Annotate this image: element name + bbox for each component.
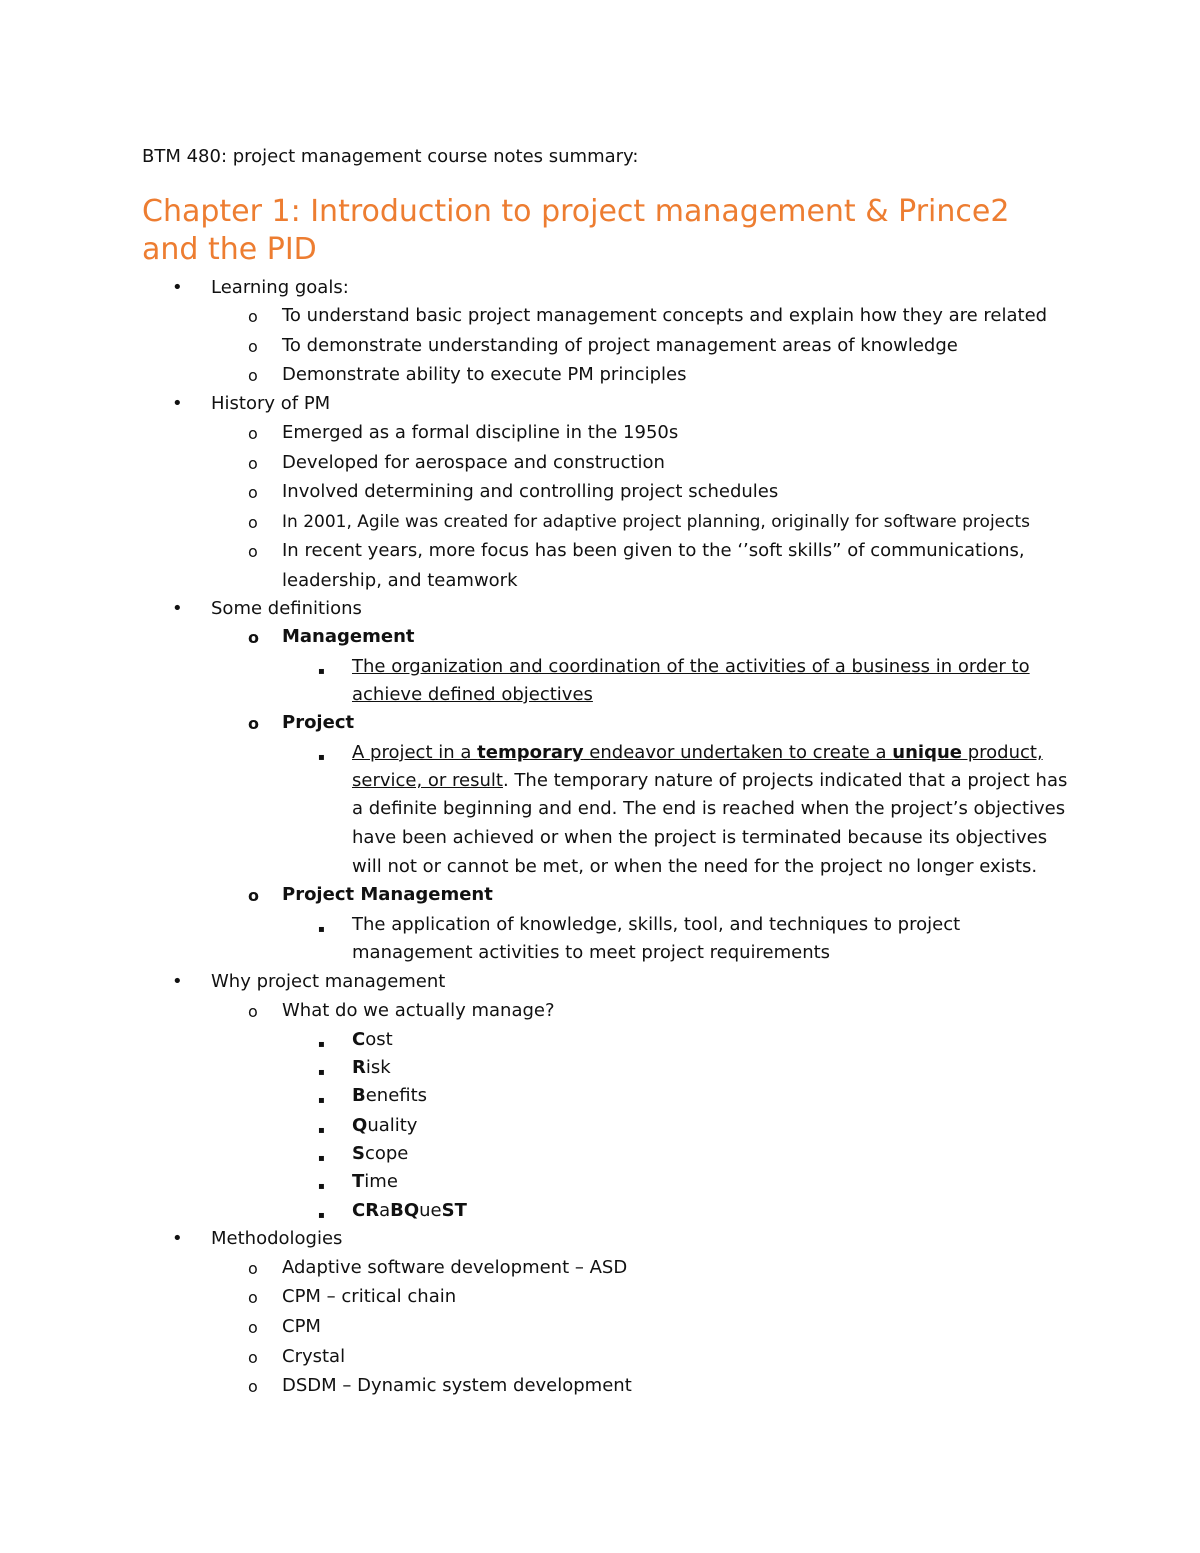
sub-bullet-icon: o	[248, 714, 259, 733]
chapter-heading-line-1: Chapter 1: Introduction to project management & Prince2	[142, 194, 1010, 229]
square-bullet-icon: ▪	[318, 1125, 325, 1136]
item-initial: T	[352, 1171, 365, 1192]
list-item: Emerged as a formal discipline in the 1950s	[282, 422, 679, 443]
sub-bullet-icon: o	[248, 1348, 258, 1367]
term-project: Project	[282, 712, 355, 733]
square-bullet-icon: ▪	[318, 1210, 325, 1221]
sub-bullet-icon: o	[248, 628, 259, 647]
square-bullet-icon: ▪	[318, 1095, 325, 1106]
definition-project-management: The application of knowledge, skills, tool, and techniques to project	[352, 914, 961, 935]
definition-project-continuation: will not or cannot be met, or when the need for the project no longer exists.	[352, 856, 1038, 877]
methodologies-label: Methodologies	[211, 1228, 343, 1249]
acronym	[352, 1199, 467, 1223]
definition-project-continuation	[352, 769, 1067, 793]
square-bullet-icon: ▪	[318, 752, 325, 763]
item-initial: S	[352, 1143, 365, 1164]
item-rest: ime	[364, 1171, 398, 1192]
square-bullet-icon: ▪	[318, 1039, 325, 1050]
sub-bullet-icon: o	[248, 1259, 258, 1278]
square-bullet-icon: ▪	[318, 924, 325, 935]
item-initial: R	[352, 1057, 366, 1078]
square-bullet-icon: ▪	[318, 1153, 325, 1164]
list-item: In 2001, Agile was created for adaptive project planning, originally for software projects	[282, 512, 1030, 532]
sub-bullet-icon: o	[248, 337, 258, 356]
definitions-label: Some definitions	[211, 598, 362, 619]
term-project-management: Project Management	[282, 884, 493, 905]
acronym-part: a	[379, 1200, 391, 1221]
list-item: CPM	[282, 1316, 321, 1337]
list-item	[352, 1142, 408, 1166]
list-item	[352, 1028, 393, 1052]
why-question: What do we actually manage?	[282, 1000, 555, 1021]
sub-bullet-icon: o	[248, 1318, 258, 1337]
why-label: Why project management	[211, 971, 446, 992]
list-item: To understand basic project management concepts and explain how they are related	[282, 305, 1048, 326]
list-item-continuation: leadership, and teamwork	[282, 570, 518, 591]
square-bullet-icon: ▪	[318, 1181, 325, 1192]
item-initial: C	[352, 1029, 366, 1050]
bullet-icon: •	[172, 971, 183, 992]
list-item	[352, 1084, 427, 1108]
chapter-heading-line-2: and the PID	[142, 232, 317, 267]
sub-bullet-icon: o	[248, 424, 258, 443]
list-item: Adaptive software development – ASD	[282, 1257, 628, 1278]
sub-bullet-icon: o	[248, 1288, 258, 1307]
definition-management-continuation: achieve defined objectives	[352, 684, 593, 705]
keyword-temporary: temporary	[477, 742, 584, 763]
bullet-icon: •	[172, 1228, 183, 1249]
item-rest: ost	[365, 1029, 393, 1050]
sub-bullet-icon: o	[248, 483, 258, 502]
acronym-part: ue	[419, 1200, 442, 1221]
acronym-part: ST	[441, 1200, 467, 1221]
list-item	[352, 1056, 391, 1080]
definition-project-text: product,	[962, 742, 1043, 763]
item-rest: cope	[364, 1143, 409, 1164]
list-item: Demonstrate ability to execute PM principles	[282, 364, 687, 385]
bullet-icon: •	[172, 277, 183, 298]
history-label: History of PM	[211, 393, 331, 414]
definition-project-continuation: a definite beginning and end. The end is reached when the project’s objectives	[352, 798, 1066, 819]
bullet-icon: •	[172, 598, 183, 619]
list-item: Crystal	[282, 1346, 346, 1367]
list-item: Involved determining and controlling project schedules	[282, 481, 779, 502]
list-item: To demonstrate understanding of project management areas of knowledge	[282, 335, 958, 356]
sub-bullet-icon: o	[248, 513, 258, 532]
definition-project-continuation: have been achieved or when the project is terminated because its objectives	[352, 827, 1048, 848]
item-rest: uality	[367, 1115, 418, 1136]
item-initial: B	[352, 1085, 366, 1106]
chapter-heading	[142, 193, 1102, 269]
acronym-part: BQ	[390, 1200, 420, 1221]
sub-bullet-icon: o	[248, 1002, 258, 1021]
item-rest: enefits	[365, 1085, 428, 1106]
learning-goals-label: Learning goals:	[211, 277, 349, 298]
sub-bullet-icon: o	[248, 1377, 258, 1396]
definition-project-text: service, or result	[352, 770, 503, 791]
term-management: Management	[282, 626, 415, 647]
list-item: Developed for aerospace and construction	[282, 452, 665, 473]
sub-bullet-icon: o	[248, 886, 259, 905]
definition-management: The organization and coordination of the activities of a business in order to	[352, 656, 1030, 677]
item-initial: Q	[352, 1115, 368, 1136]
definition-project	[352, 741, 1043, 765]
definition-project-text: A project in a	[352, 742, 478, 763]
keyword-unique: unique	[892, 742, 963, 763]
bullet-icon: •	[172, 393, 183, 414]
square-bullet-icon: ▪	[318, 1067, 325, 1078]
square-bullet-icon: ▪	[318, 666, 325, 677]
list-item	[352, 1170, 398, 1194]
list-item: In recent years, more focus has been given to the ‘’soft skills” of communications,	[282, 540, 1025, 561]
acronym-part: CR	[352, 1200, 380, 1221]
item-rest: isk	[365, 1057, 391, 1078]
list-item: CPM – critical chain	[282, 1286, 457, 1307]
sub-bullet-icon: o	[248, 542, 258, 561]
document-title: BTM 480: project management course notes summary:	[142, 146, 639, 167]
sub-bullet-icon: o	[248, 366, 258, 385]
definition-project-management-continuation: management activities to meet project requirements	[352, 942, 831, 963]
definition-project-text: endeavor undertaken to create a	[583, 742, 893, 763]
sub-bullet-icon: o	[248, 307, 258, 326]
list-item	[352, 1114, 417, 1138]
list-item: DSDM – Dynamic system development	[282, 1375, 632, 1396]
definition-project-text: . The temporary nature of projects indicated that a project has	[502, 770, 1068, 791]
sub-bullet-icon: o	[248, 454, 258, 473]
